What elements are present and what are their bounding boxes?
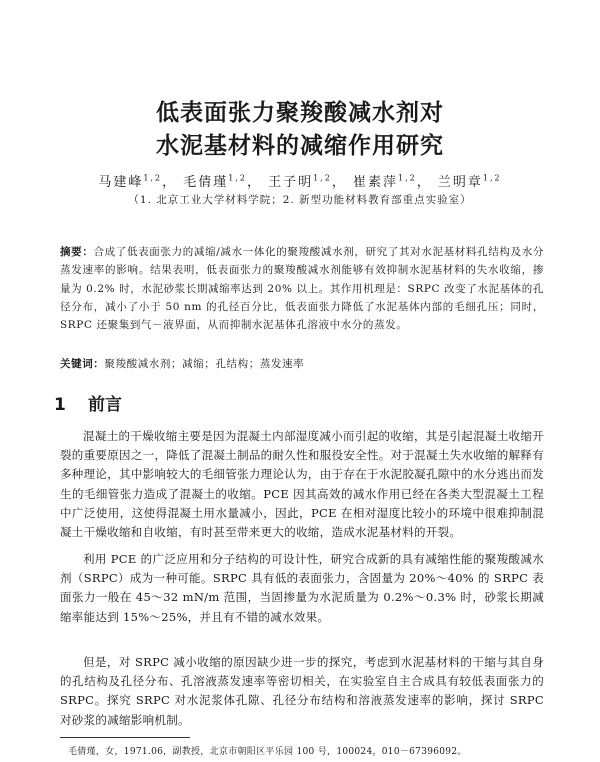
- abstract-label: 摘要：: [60, 246, 94, 258]
- author-affiliation-mark: 1,2: [228, 173, 247, 183]
- paragraph-text: 但是，对 SRPC 减小收缩的原因缺少进一步的探究，考虑到水泥基材料的干缩与其自身的孔结构及孔径分布、孔溶液蒸发速率等密切相关，在实验室自主合成具有较低表面张力的 SRPC。探究 SRPC 对水泥浆体孔隙、孔径分布结构和溶液蒸发速率的影响，探讨 SRPC 对砂浆的减缩影响机制。: [60, 655, 544, 727]
- author-affiliation-mark: 1,2: [482, 173, 502, 183]
- section-number: 1: [54, 395, 66, 415]
- author-affiliation-mark: 1,2: [398, 173, 417, 183]
- paragraph-text: 混凝土的干燥收缩主要是因为混凝土内部湿度减小而引起的收缩，其是引起混凝土收缩开裂的重要原因之一，降低了混凝土制品的耐久性和服役安全性。对于混凝土失水收缩的解释有多种理论，其中影响较大的毛细管张力理论认为，由于存在于水泥胶凝孔隙中的水分逃出而发生的毛细管张力造成了混凝土的收缩。PCE 因其高效的减水作用已经在各类大型混凝土工程中广泛使用，这使得混凝土用水量减小，因此，PCE 在相对湿度比较小的环境中很难抑制混凝土干燥收缩和自收缩，有时甚至带来更大的收缩，造成水泥基材料的开裂。: [60, 429, 544, 540]
- author-affiliation-mark: 1,2: [143, 173, 163, 183]
- body-paragraph-3: [60, 653, 544, 730]
- author-name: 马建峰: [98, 175, 144, 190]
- affiliation: （1. 北京工业大学材料学院；2. 新型功能材料教育部重点实验室）: [128, 194, 472, 206]
- author-name: 毛倩瑾: [183, 175, 229, 190]
- section-heading: [54, 390, 122, 415]
- body-paragraph-2: [60, 550, 544, 627]
- paper-title-line-2: 水泥基材料的减缩作用研究: [156, 133, 444, 159]
- abstract-text: 合成了低表面张力的减缩/减水一体化的聚羧酸减水剂，研究了其对水泥基材料孔结构及水分蒸发速率的影响。结果表明，低表面张力的聚羧酸减水剂能够有效抑制水泥基材料的失水收缩，掺量为 0.2% 时，水泥砂浆长期减缩率达到 20% 以上。其作用机理是：SRPC 改变了水泥基体的孔径分布，减小了小于 50 nm 的孔径百分比，低表面张力降低了水泥基体内部的毛细孔压；同时，SRPC 还聚集到气－液界面，从而抑制水泥基体孔溶液中水分的蒸发。: [60, 246, 544, 332]
- author-name: 兰明章: [437, 175, 483, 190]
- abstract: [60, 243, 544, 334]
- author-name: 王子明: [268, 175, 314, 190]
- paragraph-text: 利用 PCE 的广泛应用和分子结构的可设计性，研究合成新的具有减缩性能的聚羧酸减水剂（SRPC）成为一种可能。SRPC 具有低的表面张力，含固量为 20%～40% 的 SRPC 表面张力一般在 45～32 mN/m 范围，当固掺量为水泥质量为 0.2%～0.3% 时，砂浆长期减缩率能达到 15%～25%，并且有不错的减水效果。: [60, 552, 544, 624]
- body-paragraph-1: [60, 427, 544, 542]
- author-affiliation-mark: 1,2: [313, 173, 332, 183]
- paper-title-line-1: 低表面张力聚羧酸减水剂对: [156, 100, 444, 126]
- author-list: 马建峰$^{1,2}$， 毛倩瑾$^{1,2}$， 王子明$^{1,2}$， 崔素萍$^{1,2}$， 兰明章$^{1,2}$: [98, 173, 502, 190]
- keywords: [60, 356, 544, 371]
- author-name: 崔素萍: [353, 175, 399, 190]
- section-title: 前言: [88, 395, 122, 415]
- keywords-text: 聚羧酸减水剂；减缩；孔结构；蒸发速率: [104, 358, 305, 370]
- footnote: 毛倩瑾，女，1971.06，副教授，北京市朝阳区平乐园 100 号，100024，010－67396092。: [68, 747, 467, 757]
- keywords-label: 关键词：: [60, 358, 105, 370]
- footnote-rule: [60, 737, 190, 738]
